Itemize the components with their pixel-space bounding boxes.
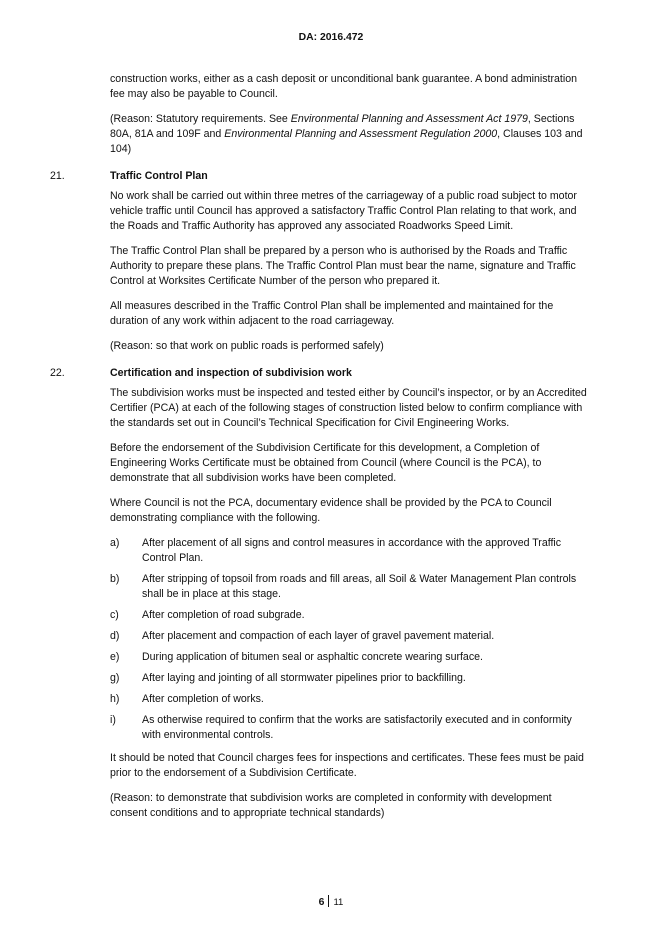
paragraph: All measures described in the Traffic Control Plan shall be implemented and maintained for the duration of any work within adjacent to the road carriageway. (110, 300, 554, 327)
list-item: a) After placement of all signs and control measures in accordance with the approved Traffic Control Plan. (110, 537, 562, 564)
paragraph: It should be noted that Council charges fees for inspections and certificates. These fees must be paid prior to the endorsement of a Subdivision Certificate. (110, 752, 584, 779)
page-divider (328, 895, 329, 907)
list-item: i) As otherwise required to confirm that the works are satisfactorily executed and in conformity with environmental controls. (110, 714, 572, 741)
list-item: h) After completion of works. (110, 693, 264, 705)
condition-number: 22. (50, 367, 65, 379)
document-reference: DA: 2016.472 (298, 32, 364, 43)
paragraph: The Traffic Control Plan shall be prepared by a person who is authorised by the Roads and Traffic Authority to prepare these plans. The Traffic Control Plan must bear the name, signature and Traffic Control at Worksites Certificate Number of the person who prepared it. (110, 245, 576, 287)
page-body (50, 72, 590, 831)
paragraph: Where Council is not the PCA, documentary evidence shall be provided by the PCA to Council demonstrating compliance with the following. (110, 497, 552, 524)
page-number (0, 895, 662, 910)
condition-title: Certification and inspection of subdivision work (110, 367, 352, 379)
reason-text: (Reason: to demonstrate that subdivision works are completed in conformity with development consent conditions and to appropriate technical standards) (110, 792, 552, 819)
total-pages: 11 (333, 897, 344, 908)
list-item: e) During application of bitumen seal or asphaltic concrete wearing surface. (110, 651, 483, 663)
current-page: 6 (318, 897, 325, 908)
condition-22 (50, 366, 590, 821)
statutory-reason: (Reason: Statutory requirements. See Environmental Planning and Assessment Act 1979, Sections 80A, 81A and 109F and Environmental Planning and Assessment Regulation 2000, Clauses 103 and 104) (110, 113, 583, 155)
list-item: c) After completion of road subgrade. (110, 609, 305, 621)
reason-text: (Reason: so that work on public roads is performed safely) (110, 340, 384, 352)
list-item: b) After stripping of topsoil from roads and fill areas, all Soil & Water Management Plan controls shall be in place at this stage. (110, 573, 577, 600)
condition-21 (50, 169, 590, 354)
paragraph: The subdivision works must be inspected and tested either by Council’s inspector, or by an Accredited Certifier (PCA) at each of the following stages of construction listed below to confirm compliance with the standards set out in Council’s Technical Specification for Civil Engineering Works. (110, 387, 587, 429)
paragraph: Before the endorsement of the Subdivision Certificate for this development, a Completion of Engineering Works Certificate must be obtained from Council (where Council is the PCA), to demonstrate that all subdivision works have been completed. (110, 442, 542, 484)
condition-title: Traffic Control Plan (110, 170, 208, 182)
list-item: g) After laying and jointing of all stormwater pipelines prior to backfilling. (110, 672, 466, 684)
condition-number: 21. (50, 170, 65, 182)
paragraph: No work shall be carried out within three metres of the carriageway of a public road subject to motor vehicle traffic until Council has approved a satisfactory Traffic Control Plan relating to that work, and the Roads and Traffic Authority has approved any associated Roadworks Speed Limit. (110, 190, 577, 232)
bond-paragraph: construction works, either as a cash deposit or unconditional bank guarantee. A bond administration fee may also be payable to Council. (110, 73, 577, 100)
inspection-stage-list (110, 536, 590, 743)
list-item: d) After placement and compaction of each layer of gravel pavement material. (110, 630, 495, 642)
